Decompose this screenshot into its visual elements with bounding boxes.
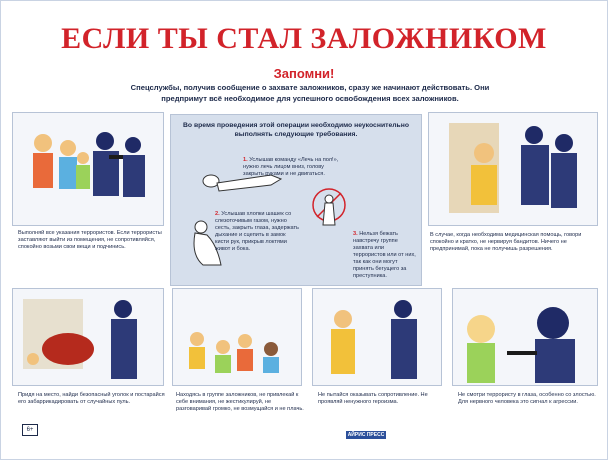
eye-contact-illustration: [453, 289, 597, 385]
step-1-number: 1.: [243, 157, 248, 163]
barricade-illustration: [13, 289, 163, 385]
illustration-panel-5: [312, 288, 442, 386]
panel-1-caption: Выполняй все указания террористов. Если террористы заставляют выйти из помещения, не сопротивляйся, спокойно возьми свои вещи и подчинись.: [18, 230, 162, 250]
age-rating-badge: 6+: [22, 424, 38, 436]
illustration-panel-4: [172, 288, 302, 386]
instruction-step-1: [243, 157, 343, 178]
step-2-text: Услышав хлопки шашек со слезоточивым газом, нужно сесть, закрыть глаза, задержать дыхание и сцепить в замок кисти рук, прикрыв локтями живот и бока.: [215, 211, 299, 252]
illustration-panel-3: [12, 288, 164, 386]
injured-boy-illustration: [429, 113, 597, 225]
illustration-panel-2: [428, 112, 598, 226]
hostage-group-illustration: [173, 289, 301, 385]
publisher-logo: АЙРИС ПРЕСС: [347, 432, 385, 438]
no-resistance-illustration: [313, 289, 441, 385]
panel-3-caption: Придя на место, найди безопасный уголок и постарайся его забаррикадировать от случайных пуль.: [18, 392, 165, 405]
poster-title: ЕСЛИ ТЫ СТАЛ ЗАЛОЖНИКОМ: [61, 22, 547, 55]
panel-6-caption: Не смотри террористу в глаза, особенно со злостью. Для нервного человека это сигнал к агрессии.: [458, 392, 596, 405]
instruction-step-2: [215, 211, 301, 253]
instruction-step-3: [353, 231, 417, 280]
panel-2-caption: В случае, когда необходима медицинская помощь, говори спокойно и кратко, не нервируя бандитов. Ничего не предпринимай, пока не получишь разрешения.: [430, 232, 582, 252]
poster-subtitle: Запомни!: [273, 66, 335, 81]
instructions-heading: Во время проведения этой операции необходимо неукоснительно выполнять следующие требования.: [183, 122, 409, 138]
instructions-box: [170, 114, 422, 286]
step-1-text: Услышав команду «Лечь на пол!», нужно лечь лицом вниз, голову закрыть руками и не двигаться.: [243, 157, 339, 177]
panel-5-caption: Не пытайся оказывать сопротивление. Не проявляй ненужного героизма.: [318, 392, 428, 405]
step-3-number: 3.: [353, 231, 358, 237]
step-3-text: Нельзя бежать навстречу группе захвата или террористов или от них, так как они могут принять бегущего за преступника.: [353, 231, 416, 279]
illustration-panel-6: [452, 288, 598, 386]
panel-4-caption: Находясь в группе заложников, не привлекай к себе внимания, не жестикулируй, не разговаривай громко, не возмущайся и не плачь.: [176, 392, 304, 412]
step-2-number: 2.: [215, 211, 220, 217]
hostages-lineup-illustration: [13, 113, 163, 225]
illustration-panel-1: [12, 112, 164, 226]
poster-intro: Спецслужбы, получив сообщение о захвате заложников, сразу же начинают действовать. Они предпримут всё необходимое для успешного освобождения всех заложников.: [130, 83, 490, 103]
